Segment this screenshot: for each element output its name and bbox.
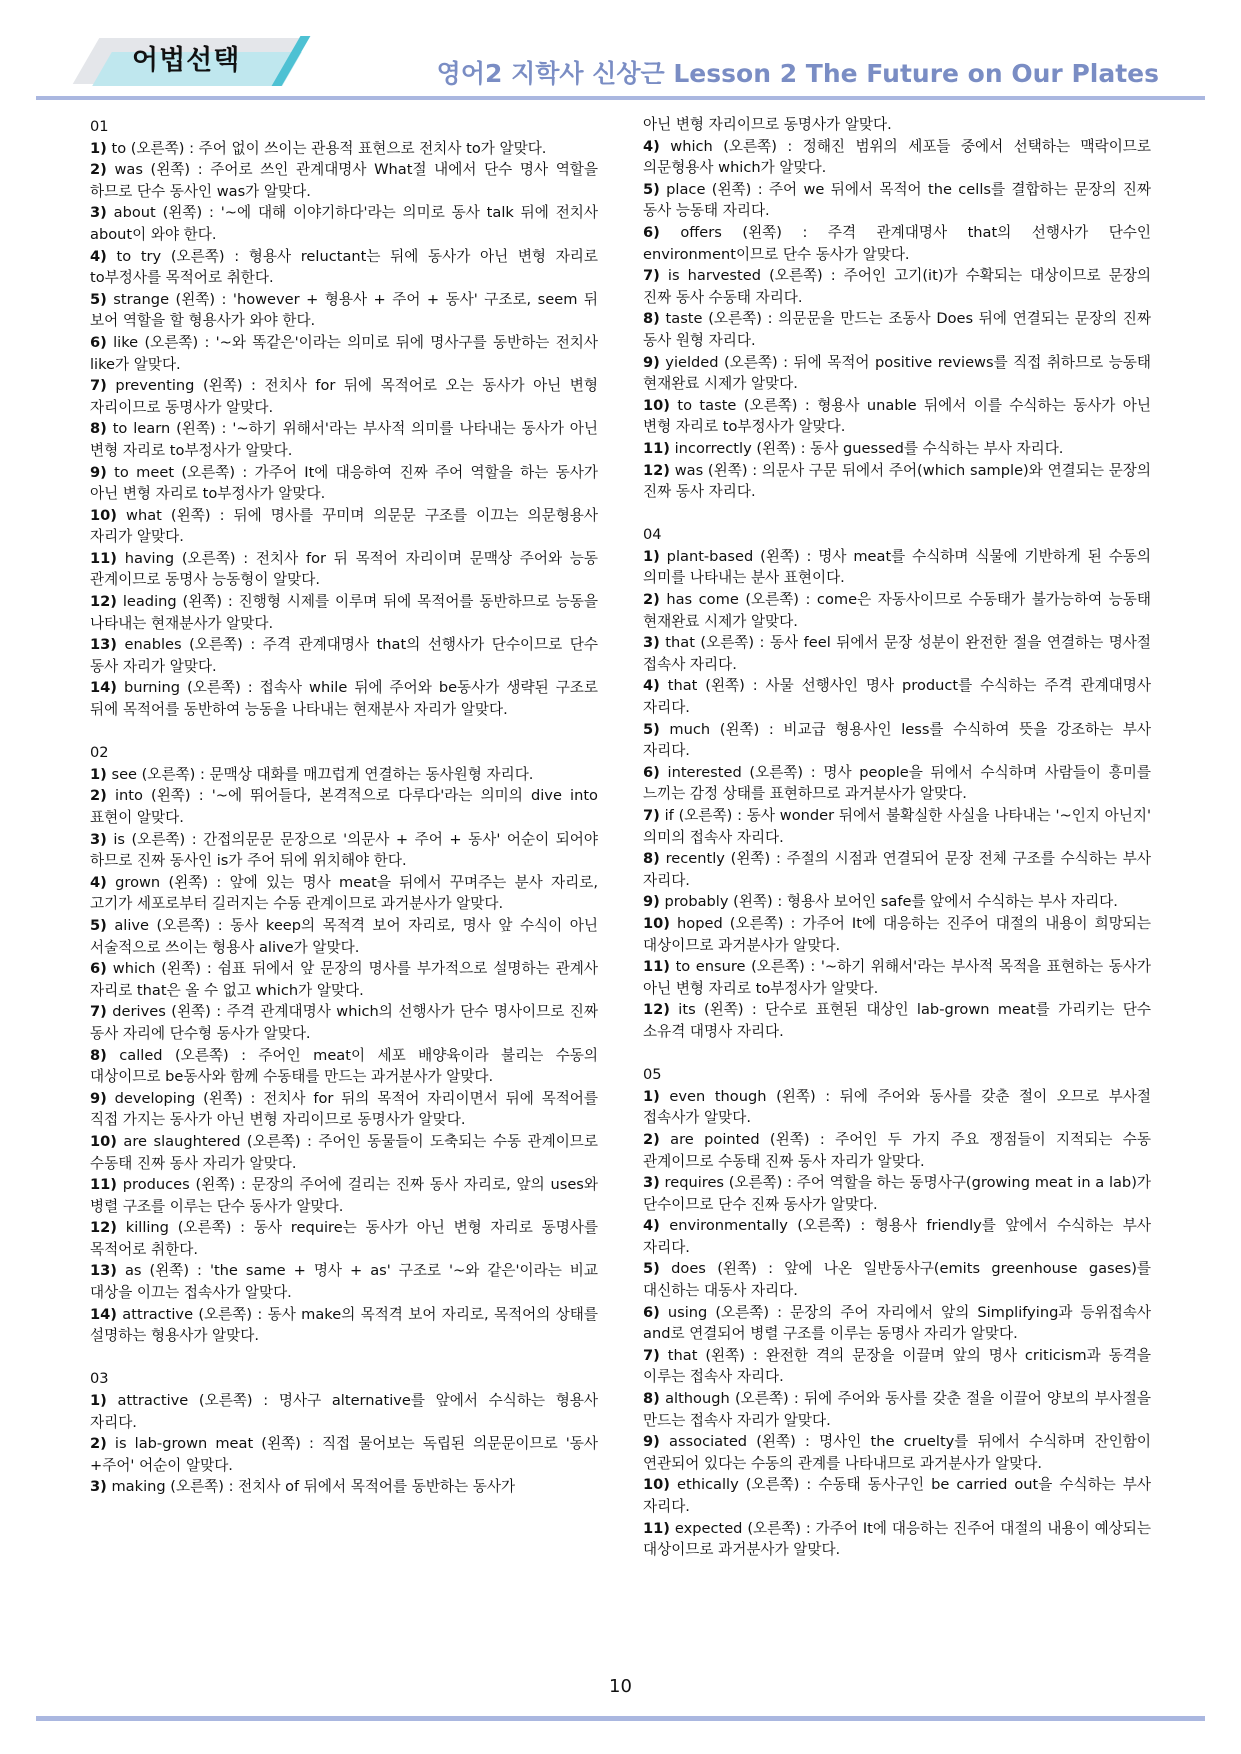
section-number: 05: [643, 1066, 662, 1084]
item-number: 2): [90, 787, 107, 805]
item-explanation: attractive (오른쪽) : 명사구 alternative를 앞에서 수식하는 형용사 자리다.: [90, 1392, 598, 1431]
item-number: 11): [643, 1519, 670, 1537]
answer-item: [90, 289, 598, 332]
section-spacer: [643, 503, 1151, 525]
item-number: 5): [643, 1260, 660, 1278]
answer-item: [90, 785, 598, 828]
item-number: 2): [90, 161, 107, 179]
answer-item: [643, 1086, 1151, 1129]
item-number: 12): [90, 1219, 117, 1237]
answer-item: [90, 1390, 598, 1433]
item-number: 5): [643, 720, 660, 738]
answer-item: [643, 1215, 1151, 1258]
item-explanation: are slaughtered (오른쪽) : 주어인 동물들이 도축되는 수동 관계이므로 수동태 진짜 동사 자리가 알맞다.: [90, 1132, 598, 1172]
answer-item: [90, 375, 598, 418]
page-header-title: 영어2 지학사 신상근 Lesson 2 The Future on Our Plates: [436, 59, 1159, 88]
section-number: 03: [90, 1370, 109, 1388]
item-number: 7): [90, 377, 107, 395]
item-explanation: alive (오른쪽) : 동사 keep의 목적격 보어 자리로, 명사 앞 수식이 아닌 서술적으로 쓰이는 형용사 alive가 알맞다.: [90, 916, 598, 956]
item-number: 6): [643, 763, 660, 781]
answer-item: [90, 202, 598, 245]
item-number: 11): [90, 549, 117, 567]
answer-item: [643, 136, 1151, 179]
answer-item: [90, 958, 598, 1001]
answer-item: [643, 1258, 1151, 1301]
item-explanation: expected (오른쪽) : 가주어 It에 대응하는 진주어 대절의 내용이 예상되는 대상이므로 과거분사가 알맞다.: [643, 1519, 1151, 1559]
item-explanation: its (왼쪽) : 단수로 표현된 대상인 lab-grown meat를 가리키는 단수 소유격 대명사 자리다.: [643, 1001, 1151, 1040]
item-explanation: associated (왼쪽) : 명사인 the cruelty를 뒤에서 수식하며 잔인함이 연관되어 있다는 수동의 관계를 나타내므로 과거분사가 알맞다.: [643, 1433, 1151, 1472]
item-explanation: as (왼쪽) : 'the same + 명사 + as' 구조로 '~와 같은'이라는 비교 대상을 이끄는 접속사가 알맞다.: [90, 1262, 598, 1302]
item-number: 1): [90, 1392, 107, 1410]
footer-divider: [36, 1716, 1205, 1721]
item-explanation: that (왼쪽) : 사물 선행사인 명사 product를 수식하는 주격 관계대명사 자리다.: [643, 677, 1151, 717]
answer-item: [90, 1433, 598, 1476]
item-number: 11): [643, 439, 670, 457]
item-explanation: about (왼쪽) : '~에 대해 이야기하다'라는 의미로 동사 talk 뒤에 전치사 about이 와야 한다.: [90, 204, 598, 243]
item-explanation: to meet (오른쪽) : 가주어 It에 대응하여 진짜 주어 역할을 하는 동사가 아닌 변형 자리로 to부정사가 알맞다.: [90, 463, 598, 503]
item-explanation: leading (왼쪽) : 진행형 시제를 이루며 뒤에 목적어를 동반하므로 능동을 나타내는 현재분사가 알맞다.: [90, 593, 598, 632]
item-number: 5): [90, 916, 107, 934]
item-explanation: was (왼쪽) : 의문사 구문 뒤에서 주어(which sample)와 연결되는 문장의 진짜 동사 자리다.: [643, 461, 1151, 501]
page-number: 10: [609, 1676, 632, 1697]
item-number: 8): [643, 310, 660, 328]
item-number: 3): [90, 1478, 107, 1496]
answer-item: [90, 1088, 598, 1131]
badge-label: 어법선택: [132, 45, 241, 76]
item-explanation: has come (오른쪽) : come은 자동사이므로 수동태가 불가능하여 능동태 현재완료 시제가 알맞다.: [643, 591, 1151, 630]
item-explanation: burning (오른쪽) : 접속사 while 뒤에 주어와 be동사가 생략된 구조로 뒤에 목적어를 동반하여 능동을 나타내는 현재분사 자리가 알맞다.: [90, 679, 598, 719]
item-number: 10): [643, 914, 670, 932]
item-number: 12): [643, 1001, 670, 1019]
answer-item: [643, 956, 1151, 999]
item-number: 9): [90, 463, 107, 481]
item-number: 5): [90, 290, 107, 308]
answer-item: [90, 872, 598, 915]
item-number: 3): [643, 1174, 660, 1192]
answer-item: [90, 764, 598, 786]
item-number: 4): [90, 873, 107, 891]
item-number: 3): [90, 204, 107, 222]
item-number: 14): [90, 1305, 117, 1323]
left-column: [90, 116, 598, 1498]
item-explanation: derives (왼쪽) : 주격 관계대명사 which의 선행사가 단수 명사이므로 진짜 동사 자리에 단수형 동사가 알맞다.: [90, 1003, 598, 1042]
item-explanation: which (왼쪽) : 쉼표 뒤에서 앞 문장의 명사를 부가적으로 설명하는 관계사 자리로 that은 올 수 없고 which가 알맞다.: [90, 960, 598, 999]
answer-item: [90, 462, 598, 505]
item-number: 9): [643, 353, 660, 371]
answer-item: [643, 179, 1151, 222]
section-number: 02: [90, 744, 109, 762]
section-spacer: [90, 1347, 598, 1369]
section-spacer: [90, 721, 598, 743]
item-number: 12): [90, 593, 117, 611]
item-number: 12): [643, 461, 670, 479]
item-explanation: to (오른쪽) : 주어 없이 쓰이는 관용적 표현으로 전치사 to가 알맞다.: [106, 139, 547, 157]
answer-item: [90, 418, 598, 461]
item-explanation: grown (왼쪽) : 앞에 있는 명사 meat을 뒤에서 꾸며주는 분사 자리로, 고기가 세포로부터 길러지는 수동 관계이므로 과거분사가 알맞다.: [90, 873, 598, 913]
item-number: 2): [643, 591, 660, 609]
item-explanation: recently (왼쪽) : 주절의 시점과 연결되어 문장 전체 구조를 수식하는 부사 자리다.: [643, 850, 1151, 889]
answer-item: [643, 222, 1151, 265]
item-number: 14): [90, 679, 117, 697]
item-number: 10): [90, 1132, 117, 1150]
item-number: 13): [90, 636, 117, 654]
answer-item: [643, 265, 1151, 308]
answer-item: [643, 1474, 1151, 1517]
item-number: 9): [643, 1433, 660, 1451]
item-number: 6): [90, 960, 107, 978]
answer-item: [643, 891, 1151, 913]
answer-item: [643, 352, 1151, 395]
section-number: 01: [90, 118, 109, 135]
item-explanation: attractive (오른쪽) : 동사 make의 목적격 보어 자리로, 목적어의 상태를 설명하는 형용사가 알맞다.: [90, 1305, 598, 1345]
section-number: 04: [643, 526, 662, 544]
answer-item: [90, 1476, 598, 1498]
answer-item: [90, 1260, 598, 1303]
item-number: 7): [643, 807, 660, 824]
answer-item: [643, 1172, 1151, 1215]
answer-item: [90, 1304, 598, 1347]
item-explanation: is lab-grown meat (왼쪽) : 직접 물어보는 독립된 의문문이므로 '동사+주어' 어순이 알맞다.: [90, 1435, 598, 1474]
item-number: 4): [643, 137, 660, 155]
item-explanation: even though (왼쪽) : 뒤에 주어와 동사를 갖춘 절이 오므로 부사절 접속사가 알맞다.: [643, 1087, 1151, 1127]
answer-item: [643, 114, 1151, 136]
answer-item: [643, 546, 1151, 589]
item-explanation: having (오른쪽) : 전치사 for 뒤 목적어 자리이며 문맥상 주어와 능동 관계이므로 동명사 능동형이 알맞다.: [90, 549, 598, 589]
item-number: 3): [643, 634, 660, 652]
item-explanation: what (왼쪽) : 뒤에 명사를 꾸미며 의문문 구조를 이끄는 의문형용사 자리가 알맞다.: [90, 506, 598, 546]
item-explanation: requires (오른쪽) : 주어 역할을 하는 동명사구(growing meat in a lab)가 단수이므로 단수 진짜 동사가 알맞다.: [643, 1174, 1151, 1213]
item-explanation: although (오른쪽) : 뒤에 주어와 동사를 갖춘 절을 이끌어 양보의 부사절을 만드는 접속사 자리가 알맞다.: [643, 1390, 1151, 1429]
item-explanation: into (왼쪽) : '~에 뛰어들다, 본격적으로 다루다'라는 의미의 dive into 표현이 알맞다.: [90, 787, 598, 826]
item-number: 6): [643, 223, 660, 241]
section-badge: [72, 32, 302, 88]
right-column: [643, 114, 1151, 1561]
answer-item: [643, 1345, 1151, 1388]
item-explanation: was (왼쪽) : 주어로 쓰인 관계대명사 What절 내에서 단수 명사 역할을 하므로 단수 동사인 was가 알맞다.: [90, 161, 598, 200]
answer-item: [643, 1518, 1151, 1561]
item-explanation: is (오른쪽) : 간접의문문 문장으로 '의문사 + 주어 + 동사' 어순이 되어야 하므로 진짜 동사인 is가 주어 뒤에 위치해야 한다.: [90, 830, 598, 870]
item-explanation: preventing (왼쪽) : 전치사 for 뒤에 목적어로 오는 동사가 아닌 변형 자리이므로 동명사가 알맞다.: [90, 377, 598, 416]
item-number: 4): [90, 247, 107, 265]
item-explanation: much (왼쪽) : 비교급 형용사인 less를 수식하여 뜻을 강조하는 부사 자리다.: [643, 720, 1151, 760]
item-explanation: to taste (오른쪽) : 형용사 unable 뒤에서 이를 수식하는 동사가 아닌 변형 자리로 to부정사가 알맞다.: [643, 396, 1151, 436]
item-number: 11): [643, 958, 670, 976]
item-number: 8): [90, 420, 107, 438]
item-explanation: interested (오른쪽) : 명사 people을 뒤에서 수식하며 사람들이 흥미를 느끼는 감정 상태를 표현하므로 과거분사가 알맞다.: [643, 763, 1151, 803]
answer-item: [90, 138, 598, 160]
item-number: 1): [643, 547, 660, 565]
item-explanation: called (오른쪽) : 주어인 meat이 세포 배양육이라 불리는 수동의 대상이므로 be동사와 함께 수동태를 만드는 과거분사가 알맞다.: [90, 1046, 598, 1086]
item-explanation: 아닌 변형 자리이므로 동명사가 알맞다.: [643, 116, 892, 133]
answer-item: [90, 591, 598, 634]
answer-item: [643, 632, 1151, 675]
item-explanation: ethically (오른쪽) : 수동태 동사구인 be carried out을 수식하는 부사 자리다.: [643, 1476, 1151, 1515]
item-number: 6): [643, 1303, 660, 1321]
answer-item: [643, 675, 1151, 718]
answer-item: [643, 762, 1151, 805]
item-number: 5): [643, 180, 660, 198]
item-number: 9): [643, 893, 660, 911]
answer-item: [643, 805, 1151, 848]
item-number: 2): [90, 1435, 107, 1453]
item-explanation: enables (오른쪽) : 주격 관계대명사 that의 선행사가 단수이므로 단수 동사 자리가 알맞다.: [90, 636, 598, 675]
item-number: 10): [643, 1476, 670, 1494]
answer-item: [90, 332, 598, 375]
item-explanation: killing (오른쪽) : 동사 require는 동사가 아닌 변형 자리로 동명사를 목적어로 취한다.: [90, 1219, 598, 1258]
answer-item: [643, 1302, 1151, 1345]
item-explanation: to learn (왼쪽) : '~하기 위해서'라는 부사적 의미를 나타내는 동사가 아닌 변형 자리로 to부정사가 알맞다.: [90, 420, 598, 459]
answer-item: [90, 1045, 598, 1088]
answer-item: [90, 246, 598, 289]
item-explanation: making (오른쪽) : 전치사 of 뒤에서 목적어를 동반하는 동사가: [106, 1478, 516, 1496]
answer-item: [90, 1001, 598, 1044]
answer-item: [643, 999, 1151, 1042]
item-explanation: is harvested (오른쪽) : 주어인 고기(it)가 수확되는 대상이므로 문장의 진짜 동사 수동태 자리다.: [643, 267, 1151, 306]
answer-item: [90, 677, 598, 720]
answer-item: [643, 913, 1151, 956]
section-spacer: [643, 1043, 1151, 1065]
item-number: 13): [90, 1262, 117, 1280]
item-explanation: yielded (오른쪽) : 뒤에 목적어 positive reviews를 직접 취하므로 능동태 현재완료 시제가 알맞다.: [643, 353, 1151, 393]
item-explanation: developing (왼쪽) : 전치사 for 뒤의 목적어 자리이면서 뒤에 목적어를 직접 가지는 동사가 아닌 변형 자리이므로 동명사가 알맞다.: [90, 1089, 598, 1129]
item-explanation: place (왼쪽) : 주어 we 뒤에서 목적어 the cells를 결합하는 문장의 진짜 동사 능동태 자리다.: [643, 180, 1151, 220]
item-number: 4): [643, 1217, 660, 1235]
answer-item: [90, 634, 598, 677]
answer-item: [90, 915, 598, 958]
item-number: 9): [90, 1089, 107, 1107]
answer-item: [90, 505, 598, 548]
answer-item: [90, 829, 598, 872]
header-divider: [36, 96, 1205, 100]
item-explanation: are pointed (왼쪽) : 주어인 두 가지 주요 쟁점들이 지적되는 수동 관계이므로 수동태 진짜 동사 자리가 알맞다.: [643, 1130, 1151, 1170]
item-explanation: which (오른쪽) : 정해진 범위의 세포들 중에서 선택하는 맥락이므로 의문형용사 which가 알맞다.: [643, 137, 1151, 177]
item-explanation: produces (왼쪽) : 문장의 주어에 걸리는 진짜 동사 자리로, 앞의 uses와 병렬 구조를 이루는 단수 동사가 알맞다.: [90, 1176, 598, 1215]
item-number: 11): [90, 1176, 117, 1194]
item-number: 8): [643, 1390, 660, 1408]
answer-item: [90, 1174, 598, 1217]
item-number: 7): [90, 1003, 107, 1021]
answer-item: [643, 719, 1151, 762]
item-number: 7): [643, 267, 660, 285]
answer-item: [643, 308, 1151, 351]
item-number: 10): [90, 506, 117, 524]
answer-item: [643, 395, 1151, 438]
answer-item: [90, 548, 598, 591]
answer-item: [643, 1388, 1151, 1431]
item-number: 3): [90, 830, 107, 848]
item-explanation: that (오른쪽) : 동사 feel 뒤에서 문장 성분이 완전한 절을 연결하는 명사절 접속사 자리다.: [643, 634, 1151, 673]
item-explanation: to ensure (오른쪽) : '~하기 위해서'라는 부사적 목적을 표현하는 동사가 아닌 변형 자리로 to부정사가 알맞다.: [643, 958, 1151, 997]
item-explanation: environmentally (오른쪽) : 형용사 friendly를 앞에서 수식하는 부사 자리다.: [643, 1217, 1151, 1256]
item-explanation: hoped (오른쪽) : 가주어 It에 대응하는 진주어 대절의 내용이 희망되는 대상이므로 과거분사가 알맞다.: [643, 914, 1151, 954]
answer-item: [643, 1431, 1151, 1474]
item-number: 8): [643, 850, 660, 868]
answer-item: [90, 1131, 598, 1174]
item-explanation: that (왼쪽) : 완전한 격의 문장을 이끌며 앞의 명사 criticism과 동격을 이루는 접속사 자리다.: [643, 1346, 1151, 1386]
item-explanation: strange (왼쪽) : 'however + 형용사 + 주어 + 동사' 구조로, seem 뒤 보어 역할을 할 형용사가 와야 한다.: [90, 290, 598, 330]
answer-item: [643, 460, 1151, 503]
item-explanation: probably (왼쪽) : 형용사 보어인 safe를 앞에서 수식하는 부사 자리다.: [659, 893, 1118, 911]
item-explanation: taste (오른쪽) : 의문문을 만드는 조동사 Does 뒤에 연결되는 문장의 진짜 동사 원형 자리다.: [643, 310, 1151, 349]
answer-item: [643, 438, 1151, 460]
answer-item: [90, 159, 598, 202]
answer-item: [643, 589, 1151, 632]
item-number: 4): [643, 677, 660, 695]
item-explanation: offers (왼쪽) : 주격 관계대명사 that의 선행사가 단수인 environment이므로 단수 동사가 알맞다.: [643, 223, 1151, 263]
item-explanation: like (오른쪽) : '~와 똑같은'이라는 의미로 뒤에 명사구를 동반하는 전치사 like가 알맞다.: [90, 333, 598, 373]
item-number: 1): [643, 1087, 660, 1105]
item-explanation: to try (오른쪽) : 형용사 reluctant는 뒤에 동사가 아닌 변형 자리로 to부정사를 목적어로 취한다.: [90, 247, 598, 287]
item-explanation: does (왼쪽) : 앞에 나온 일반동사구(emits greenhouse gases)를 대신하는 대동사 자리다.: [643, 1260, 1151, 1300]
answer-item: [643, 1129, 1151, 1172]
item-number: 8): [90, 1046, 107, 1064]
item-explanation: using (오른쪽) : 문장의 주어 자리에서 앞의 Simplifying과 등위접속사 and로 연결되어 병렬 구조를 이루는 동명사 자리가 알맞다.: [643, 1303, 1151, 1343]
answer-item: [90, 1217, 598, 1260]
item-number: 2): [643, 1130, 660, 1148]
answer-item: [643, 848, 1151, 891]
item-explanation: see (오른쪽) : 문맥상 대화를 매끄럽게 연결하는 동사원형 자리다.: [106, 765, 534, 783]
item-explanation: plant-based (왼쪽) : 명사 meat를 수식하며 식물에 기반하게 된 수동의 의미를 나타내는 분사 표현이다.: [643, 547, 1151, 587]
item-explanation: if (오른쪽) : 동사 wonder 뒤에서 불확실한 사실을 나타내는 '~인지 아닌지' 의미의 접속사 자리다.: [643, 807, 1151, 846]
item-number: 10): [643, 396, 670, 414]
item-number: 1): [90, 139, 107, 157]
item-explanation: incorrectly (왼쪽) : 동사 guessed를 수식하는 부사 자리다.: [669, 439, 1064, 457]
item-number: 1): [90, 765, 107, 783]
item-number: 7): [643, 1346, 660, 1364]
item-number: 6): [90, 333, 107, 351]
